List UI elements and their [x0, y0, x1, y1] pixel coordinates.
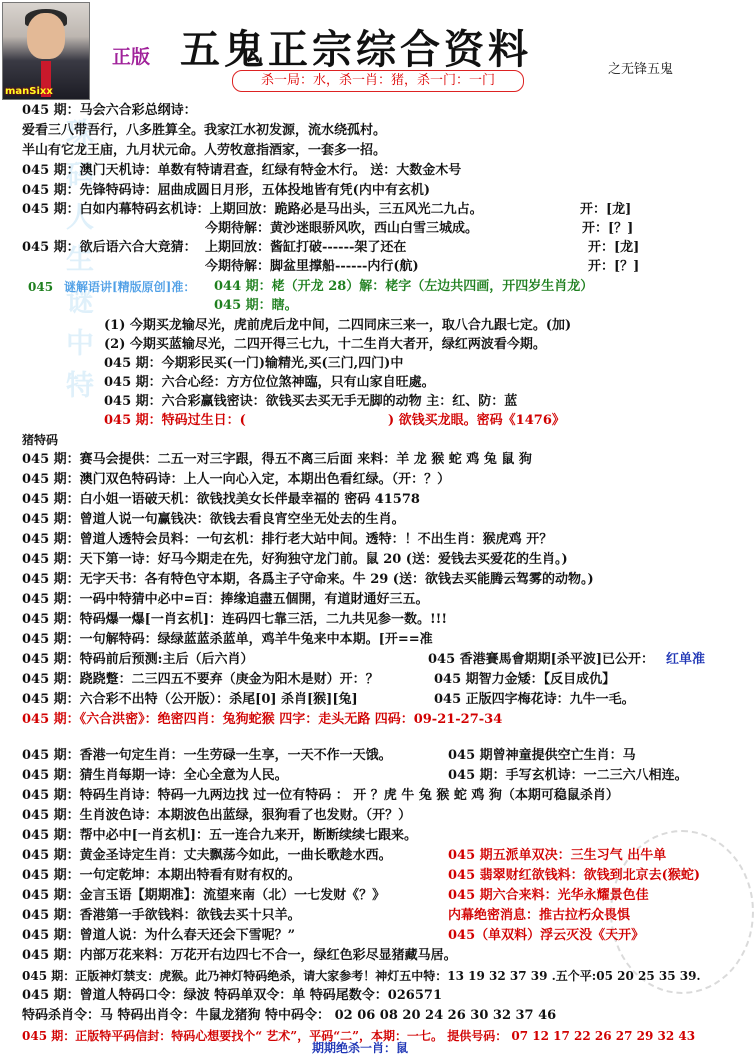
- line-26: 045 期：一码中特猜中必中=百：捧缘追盡五個開，有道財通好三五。: [22, 592, 429, 607]
- line-31a: 045 期：六合彩不出特（公开版）：杀尾[0] 杀肖[猴][兔]: [22, 692, 358, 707]
- line-6a: 045 期：白如内幕特码玄机诗：上期回放：跪路必是马出头，三五风光二九占。: [22, 202, 483, 217]
- line-38b: 045 期五派单双决：三生习气 出牛单: [448, 848, 667, 863]
- line-17a: 045 期：特码过生日：(: [104, 413, 246, 428]
- page-title: 五鬼正宗综合资料: [180, 26, 532, 73]
- line-40b: 045 期六合来料：光华永耀景色佳: [448, 888, 649, 903]
- line-3: 半山有它龙王庙，九月状元命。人劳牧意指酒家，一套多一招。: [22, 143, 387, 158]
- line-41b: 内幕绝密消息：推古拉朽众畏惧: [448, 908, 631, 923]
- line-5: 045 期：先锋特码诗：屈曲成圆日月形，五体投地皆有凭(内中有玄机): [22, 183, 430, 198]
- line-44: 045 期：正版神灯禁支：虎猴。此乃神灯特码绝杀，请大家参考！神灯五中特：13 19 32 37 39 .五个平:05 20 25 35 39.: [22, 969, 701, 983]
- line-7a: 今期待解：黄沙迷眼骄风吹，西山白雪三城成。: [205, 221, 479, 236]
- line-7b: 开：[？]: [582, 221, 634, 236]
- line-39a: 045 期：一句定乾坤：本期出特看有财有权的。: [22, 868, 301, 883]
- photo-face: [27, 13, 65, 59]
- line-47: 045 期：正版特平码信封：特码心想要找个“ 艺术”，平码“二”，本期：一七。 提供号码： 07 12 17 22 26 27 29 32 43: [22, 1029, 696, 1043]
- line-19: 045 期：赛马会提供：二五一对三字跟，得五不离三后面 来料：羊 龙 猴 蛇 鸡 兔 鼠 狗: [22, 452, 532, 467]
- line-20: 045 期：澳门双色特码诗：上人一向心入定，本期出色看红绿。（开：？）: [22, 472, 451, 487]
- line-1: 045 期：马会六合彩总纲诗：: [22, 103, 197, 118]
- line-23: 045 期：曾道人透特会员料：一句玄机：排行老大站中间。透特：！不出生肖：猴虎鸡 开？: [22, 532, 553, 547]
- line-8c: 开：[龙]: [588, 240, 640, 255]
- line-34a: 045 期：猜生肖每期一诗：全心全意为人民。: [22, 768, 288, 783]
- line-2: 爱看三八带吾行，八多胜算全。我家江水初发源，流水绕孤村。: [22, 123, 387, 138]
- line-13: (2) 今期买蓝输尽光，二四开得三七九，十二生肖大者开，绿红两波看今期。: [104, 337, 546, 352]
- line-25: 045 期：无字天书：各有特色守本期，各爲主子守命来。牛 29 (送：欲钱去买能腾云驾雾的动物。): [22, 572, 594, 587]
- badge-zhengban: 正版: [112, 46, 151, 68]
- line-38a: 045 期：黄金圣诗定生肖：丈夫飘荡今如此，一曲长歌趁水西。: [22, 848, 392, 863]
- line-30a: 045 期：跷跷蹩：二三四五不要弃（庚金为阳木是财）开：？: [22, 672, 379, 687]
- line-39b: 045 翡翠财红欲钱料：欲钱到北京去(猴蛇): [448, 868, 700, 883]
- line-14: 045 期：今期彩民买(一门)输精光,买(三门,四门)中: [104, 356, 404, 371]
- line-27: 045 期：特码爆一爆[一肖玄机]：连码四七靠三活，二九共见参一数。!!!: [22, 612, 448, 627]
- line-42a: 045 期：曾道人说：为什么春天还会下雪呢？”: [22, 928, 296, 943]
- line-24: 045 期：天下第一诗：好马今期走在先，好狗独守龙门前。鼠 20 (送：爱钱去买爱花的生肖。): [22, 552, 568, 567]
- line-29b: 045 香港賽馬會期期[杀平波]已公开：: [428, 652, 654, 667]
- line-29c: 红单准: [666, 652, 706, 667]
- line-15: 045 期：六合心经：方方位位煞神臨，只有山家自旺處。: [104, 375, 435, 390]
- line-48: 期期绝杀一肖：鼠: [312, 1041, 409, 1055]
- line-37: 045 期：帮中必中[一肖玄机]：五一连合九来开，断断续续七跟来。: [22, 828, 417, 843]
- line-43: 045 期：内部万花来料：万花开右边四七不合一，绿红色彩尽显猪藏马居。: [22, 948, 457, 963]
- line-9b: 开：[？]: [588, 259, 640, 274]
- line-22: 045 期：曾道人说一句赢钱决：欲钱去看良宵空坐无处去的生肖。: [22, 512, 405, 527]
- author-credit: 之无锋五鬼: [608, 62, 674, 77]
- line-4: 045 期：澳门天机诗：单数有特请君查，红绿有特金木行。 送：大数金木号: [22, 163, 462, 178]
- line-8a: 045 期：欲后语六合大竞猜：: [22, 240, 197, 255]
- line-11: 045 期：瞎。: [214, 298, 298, 313]
- line-16: 045 期：六合彩赢钱密诀：欲钱买去买无手无脚的动物 主：红、防：蓝: [104, 394, 518, 409]
- line-36: 045 期：生肖波色诗：本期波色出蓝绿，狠狗看了也发财。（开？）: [22, 808, 412, 823]
- line-33a: 045 期：香港一句定生肖：一生劳碌一生享，一天不作一天饿。: [22, 748, 392, 763]
- watermark-text: 珠码人生谜中特: [62, 118, 95, 412]
- host-photo: [2, 2, 90, 100]
- line-28: 045 期：一句解特码：绿绿蓝蓝杀蓝单，鸡羊牛兔来中本期。[开==准: [22, 632, 433, 647]
- line-34b: 045 期：手写玄机诗：一二三六八相连。: [448, 768, 688, 783]
- line-18: 猪特码: [22, 433, 59, 447]
- line-30b: 045 期智力金矮：【反目成仇】: [434, 672, 616, 687]
- line-35: 045 期：特码生肖诗：特码一九两边找 过一位有特码 ： 开 ？虎 牛 兔 猴 蛇 鸡 狗（本期可稳鼠杀肖）: [22, 788, 619, 803]
- line-45: 045 期：曾道人特码口令：绿波 特码单双令：单 特码尾数令：026571: [22, 988, 442, 1003]
- line-17b: ) 欲钱买龙眼。密码《1476》: [388, 413, 565, 428]
- line-40a: 045 期：金言玉语【期期准】：流望来南（北）一七发财《？》: [22, 888, 386, 903]
- line-33b: 045 期曾神童提供空亡生肖：马: [448, 748, 636, 763]
- line-8b: 上期回放：酱缸打破------架了还在: [205, 240, 407, 255]
- line-9a: 今期待解：脚盆里撑船------内行(航): [205, 259, 419, 274]
- kill-banner: 杀一局：水，杀一肖：猪，杀一门：一门: [232, 70, 524, 92]
- line-10c: 044 期：栳（开龙 28）解：栳字（左边共四画，开四岁生肖龙）: [214, 279, 594, 294]
- line-46: 特码杀肖令：马 特码出肖令：牛鼠龙猪狗 特中码令： 02 06 08 20 24 26 30 32 37 46: [22, 1008, 557, 1023]
- line-41a: 045 期：香港第一手欲钱料：欲钱去买十只羊。: [22, 908, 301, 923]
- line-21: 045 期：白小姐一语破天机：欲钱找美女长伴最幸福的 密码 41578: [22, 492, 420, 507]
- line-10a: 045: [28, 280, 54, 294]
- line-10b: 谜解语讲[精版原创]准：: [64, 280, 196, 294]
- line-12: (1) 今期买龙输尽光，虎前虎后龙中间，二四同床三来一，取八合九跟七定。(加): [104, 318, 572, 333]
- line-31b: 045 正版四字梅花诗：九牛一毛。: [434, 692, 635, 707]
- photo-logo: manSixx: [5, 86, 53, 97]
- line-6b: 开：[龙]: [580, 202, 632, 217]
- line-42b: 045（单双料）浮云灭没《天开》: [448, 928, 645, 943]
- line-32: 045 期：《六合洪密》：绝密四肖：兔狗蛇猴 四字：走头无路 四码：09-21-27-34: [22, 712, 503, 727]
- line-29a: 045 期：特码前后预测:主后（后六肖）: [22, 652, 254, 667]
